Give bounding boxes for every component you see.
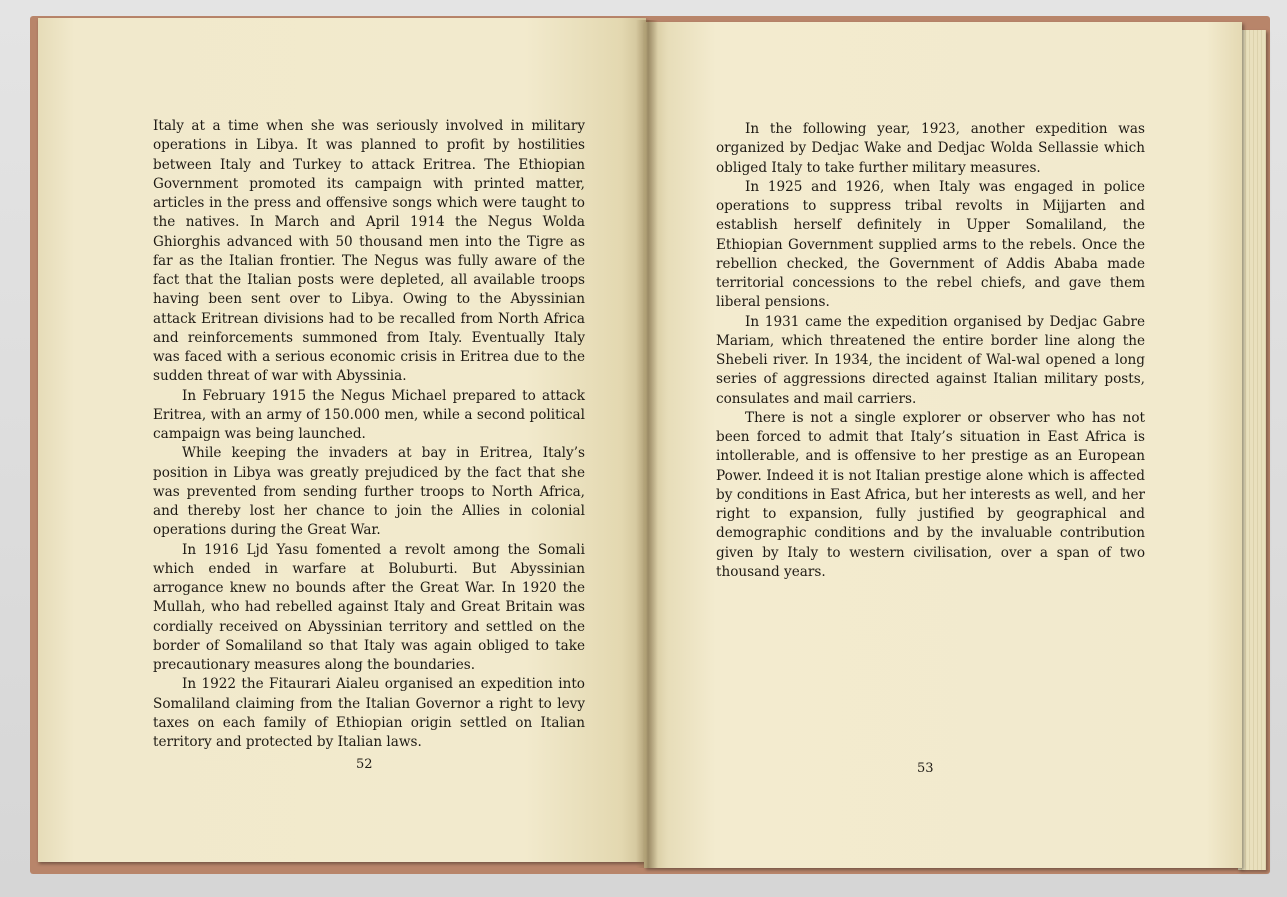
paragraph: In 1916 Ljd Yasu fomented a revolt among the Somali which ended in warfare at Boluburti. But Abyssinian arrogance knew no bounds after the Great War. In 1920 the Mullah, who had rebelled against Italy and Great Britain was cordially received on Abyssinian territory and settled on the border of Somaliland so that Italy was again obliged to take precautionary measures along the boundaries.	[153, 541, 585, 673]
page-number-left: 52	[356, 757, 373, 772]
paragraph: In 1931 came the expedition organised by Dedjac Gabre Mariam, which threatened the entire border line along the Shebeli river. In 1934, the incident of Wal-wal opened a long series of aggressions directed against Italian military posts, consulates and mail carriers.	[716, 313, 1145, 407]
page-stack-edge	[1238, 30, 1266, 870]
book-gutter	[636, 20, 658, 868]
paragraph: In 1922 the Fitaurari Aialeu organised an expedition into Somaliland claiming from the Italian Governor a right to levy taxes on each family of Ethiopian origin settled on Italian territory and protected by Italian laws.	[153, 676, 585, 750]
paragraph: While keeping the invaders at bay in Eritrea, Italy’s position in Libya was greatly prejudiced by the fact that she was prevented from sending further troops to North Africa, and thereby lost her chance to join the Allies in colonial operations during the Great War.	[153, 445, 585, 539]
paragraph: In the following year, 1923, another expedition was organized by Dedjac Wake and Dedjac Wolda Sellassie which obliged Italy to take further military measures.	[716, 121, 1145, 176]
paragraph: In 1925 and 1926, when Italy was engaged in police operations to suppress tribal revolts in Mijjarten and establish herself definitely in Upper Somaliland, the Ethiopian Government supplied arms to the rebels. Once the rebellion checked, the Government of Addis Ababa made territorial concessions to the rebel chiefs, and gave them liberal pensions.	[716, 178, 1145, 311]
page-number-right: 53	[917, 761, 934, 776]
left-page-text	[153, 117, 585, 752]
paragraph: In February 1915 the Negus Michael prepared to attack Eritrea, with an army of 150.000 men, while a second political campaign was being launched.	[153, 387, 585, 442]
paragraph: Italy at a time when she was seriously involved in military operations in Libya. It was planned to profit by hostilities between Italy and Turkey to attack Eritrea. The Ethiopian Government promoted its campaign with printed matter, articles in the press and offensive songs which were taught to the natives. In March and April 1914 the Negus Wolda Ghiorghis advanced with 50 thousand men into the Tigre as far as the Italian frontier. The Negus was fully aware of the fact that the Italian posts were depleted, all available troops having been sent over to Libya. Owing to the Abyssinian attack Eritrean divisions had to be recalled from North Africa and reinforcements summoned from Italy. Eventually Italy was faced with a serious economic crisis in Eritrea due to the sudden threat of war with Abyssinia.	[153, 118, 585, 385]
right-page-text	[716, 120, 1145, 582]
paragraph: There is not a single explorer or observer who has not been forced to admit that Italy’s situation in East Africa is intollerable, and is offensive to her prestige as an European Power. Indeed it is not Italian prestige alone which is affected by conditions in East Africa, but her interests as well, and her right to expansion, fully justified by geographical and demographic conditions and by the invaluable contribution given by Italy to western civilisation, over a span of two thousand years.	[716, 409, 1145, 580]
